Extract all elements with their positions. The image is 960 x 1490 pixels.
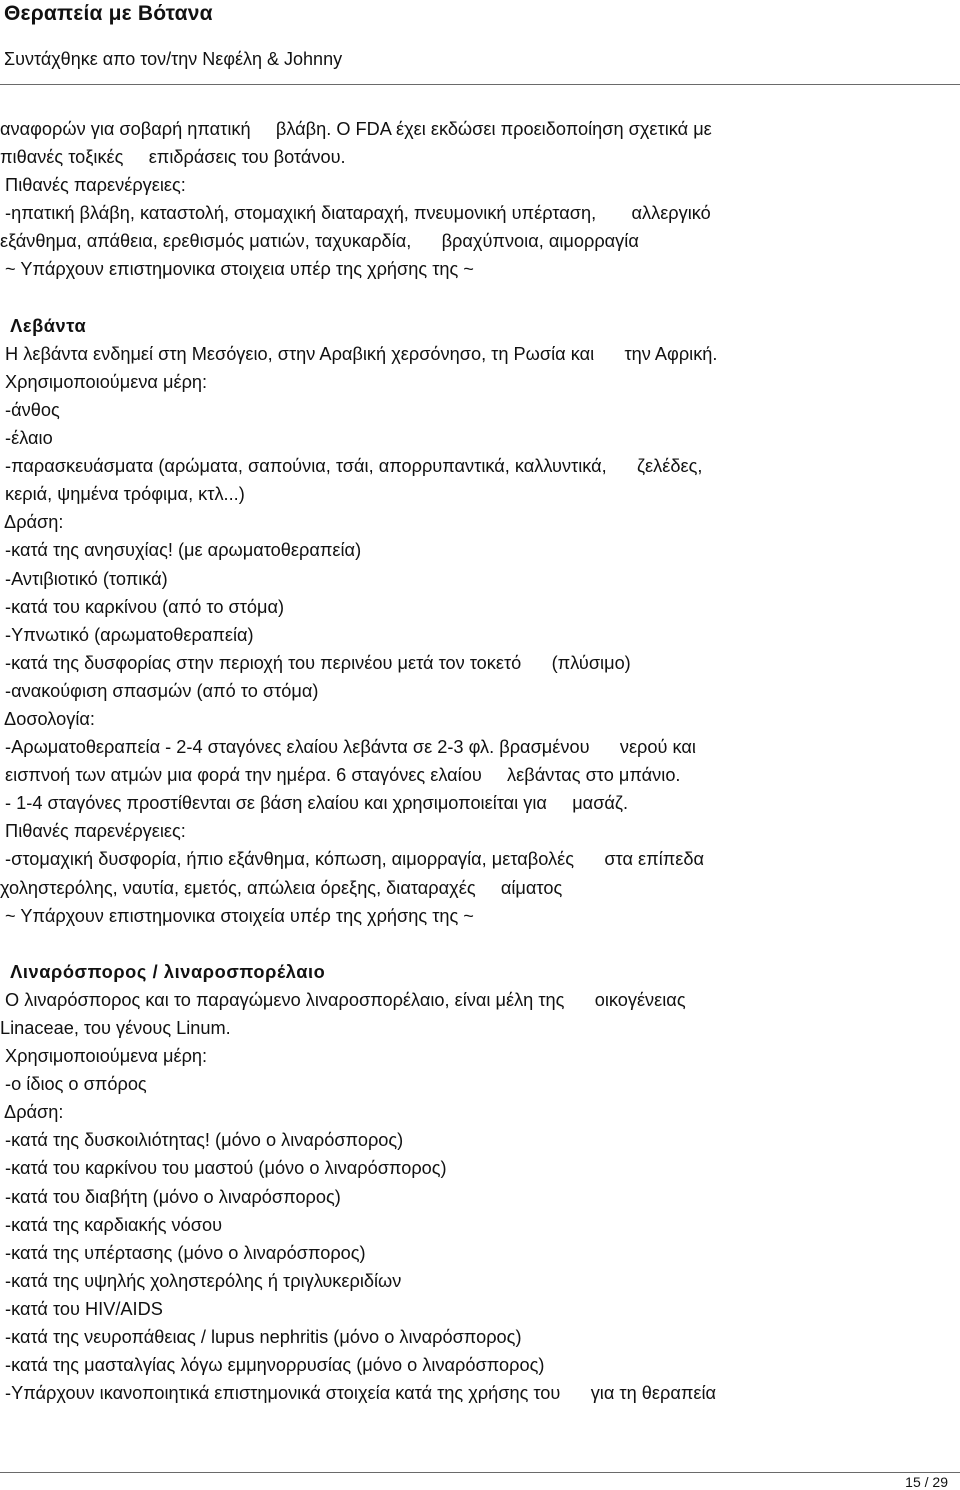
- body-line: -Αντιβιοτικό (τοπικά): [0, 568, 168, 589]
- body-line: αναφορών για σοβαρή ηπατική βλάβη. Ο FDA έχει εκδώσει προειδοποίηση σχετικά με: [0, 119, 712, 139]
- body-line: Δράση:: [0, 512, 64, 533]
- body-line: -κατά της υπέρτασης (μόνο ο λιναρόσπορος): [0, 1242, 366, 1263]
- body-line: Η λεβάντα ενδημεί στη Μεσόγειο, στην Αραβική χερσόνησο, τη Ρωσία και την Αφρική.: [0, 343, 718, 364]
- body-line: εισπνοή των ατμών μια φορά την ημέρα. 6 σταγόνες ελαίου λεβάντας στο μπάνιο.: [0, 765, 681, 786]
- page-number: 15 / 29: [905, 1474, 948, 1490]
- body-line: -ανακούφιση σπασμών (από το στόμα): [0, 680, 319, 701]
- body-line: -ο ίδιος ο σπόρος: [0, 1074, 147, 1095]
- body-line: -Υπνωτικό (αρωματοθεραπεία): [0, 624, 254, 645]
- body-line: -άνθος: [0, 399, 60, 420]
- document-body: [0, 115, 948, 1407]
- header-divider: [0, 84, 960, 85]
- body-line: -στομαχική δυσφορία, ήπιο εξάνθημα, κόπωση, αιμορραγία, μεταβολές στα επίπεδα: [0, 849, 705, 870]
- body-line: - 1-4 σταγόνες προστίθενται σε βάση ελαίου και χρησιμοποιείται για μασάζ.: [0, 793, 629, 814]
- section-heading-linseed: [0, 958, 948, 986]
- body-line: Δοσολογία:: [0, 708, 95, 729]
- body-line: Χρησιμοποιούμενα μέρη:: [0, 1046, 208, 1067]
- body-line: ~ Υπάρχουν επιστημονικα στοιχεια υπέρ της χρήσης της ~: [0, 259, 474, 280]
- body-line: -έλαιο: [0, 428, 53, 449]
- body-line: -Αρωματοθεραπεία - 2-4 σταγόνες ελαίου λεβάντα σε 2-3 φλ. βρασμένου νερού και: [0, 737, 696, 758]
- section-spacer: [0, 930, 948, 958]
- body-line: Ο λιναρόσπορος και το παραγώμενο λιναροσπορέλαιο, είναι μέλη της οικογένειας: [0, 989, 686, 1010]
- body-line: -κατά της μασταλγίας λόγω εμμηνορρυσίας (μόνο ο λιναρόσπορος): [0, 1355, 545, 1376]
- body-line: χοληστερόλης, ναυτία, εμετός, απώλεια όρεξης, διαταραχές αίματος: [0, 877, 563, 898]
- footer-divider: [0, 1472, 960, 1473]
- body-line: -κατά του HIV/AIDS: [0, 1298, 163, 1319]
- body-line: -ηπατική βλάβη, καταστολή, στομαχική διαταραχή, πνευμονική υπέρταση, αλλεργικό: [0, 203, 711, 224]
- document-subtitle: Συντάχθηκε απο τον/την Νεφέλη & Johnny: [4, 49, 343, 69]
- body-line: Linaceae, του γένους Linum.: [0, 1018, 231, 1038]
- body-line: κεριά, ψημένα τρόφιμα, κτλ...): [0, 484, 245, 505]
- body-line: -κατά της νευροπάθειας / lupus nephritis (μόνο ο λιναρόσπορος): [0, 1327, 522, 1348]
- linseed-title: Λιναρόσπορος / λιναροσπορέλαιο: [10, 961, 326, 982]
- body-line: -κατά της δυσφορίας στην περιοχή του περινέου μετά τον τοκετό (πλύσιμο): [0, 652, 631, 673]
- document-title: Θεραπεία με Βότανα: [4, 2, 213, 25]
- body-line: -παρασκευάσματα (αρώματα, σαπούνια, τσάι, απορρυπαντικά, καλλυντικά, ζελέδες,: [0, 456, 703, 477]
- body-line: -Υπάρχουν ικανοποιητικά επιστημονικά στοιχεία κατά της χρήσης του για τη θεραπεία: [0, 1383, 717, 1404]
- body-line: -κατά της καρδιακής νόσου: [0, 1214, 223, 1235]
- body-line: Πιθανές παρενέργειες:: [0, 821, 186, 842]
- body-line: -κατά του καρκίνου (από το στόμα): [0, 596, 285, 617]
- body-line: Πιθανές παρενέργειες:: [0, 175, 186, 196]
- body-line: Χρησιμοποιούμενα μέρη:: [0, 371, 208, 392]
- section-spacer: [0, 284, 948, 312]
- lavender-title: Λεβάντα: [10, 315, 87, 336]
- body-line: Δράση:: [0, 1102, 64, 1123]
- body-line: εξάνθημα, απάθεια, ερεθισμός ματιών, ταχυκαρδία, βραχύπνοια, αιμορραγία: [0, 231, 639, 252]
- body-line: ~ Υπάρχουν επιστημονικα στοιχεία υπέρ της χρήσης της ~: [0, 905, 474, 926]
- section-heading-lavender: [0, 312, 948, 340]
- body-line: -κατά της ανησυχίας! (με αρωματοθεραπεία): [0, 540, 362, 561]
- body-line: -κατά της υψηλής χοληστερόλης ή τριγλυκεριδίων: [0, 1270, 402, 1291]
- body-line: -κατά του διαβήτη (μόνο ο λιναρόσπορος): [0, 1186, 341, 1207]
- body-line: -κατά της δυσκοιλιότητας! (μόνο ο λιναρόσπορος): [0, 1130, 404, 1151]
- body-line: πιθανές τοξικές επιδράσεις του βοτάνου.: [0, 147, 346, 168]
- body-line: -κατά του καρκίνου του μαστού (μόνο ο λιναρόσπορος): [0, 1158, 447, 1179]
